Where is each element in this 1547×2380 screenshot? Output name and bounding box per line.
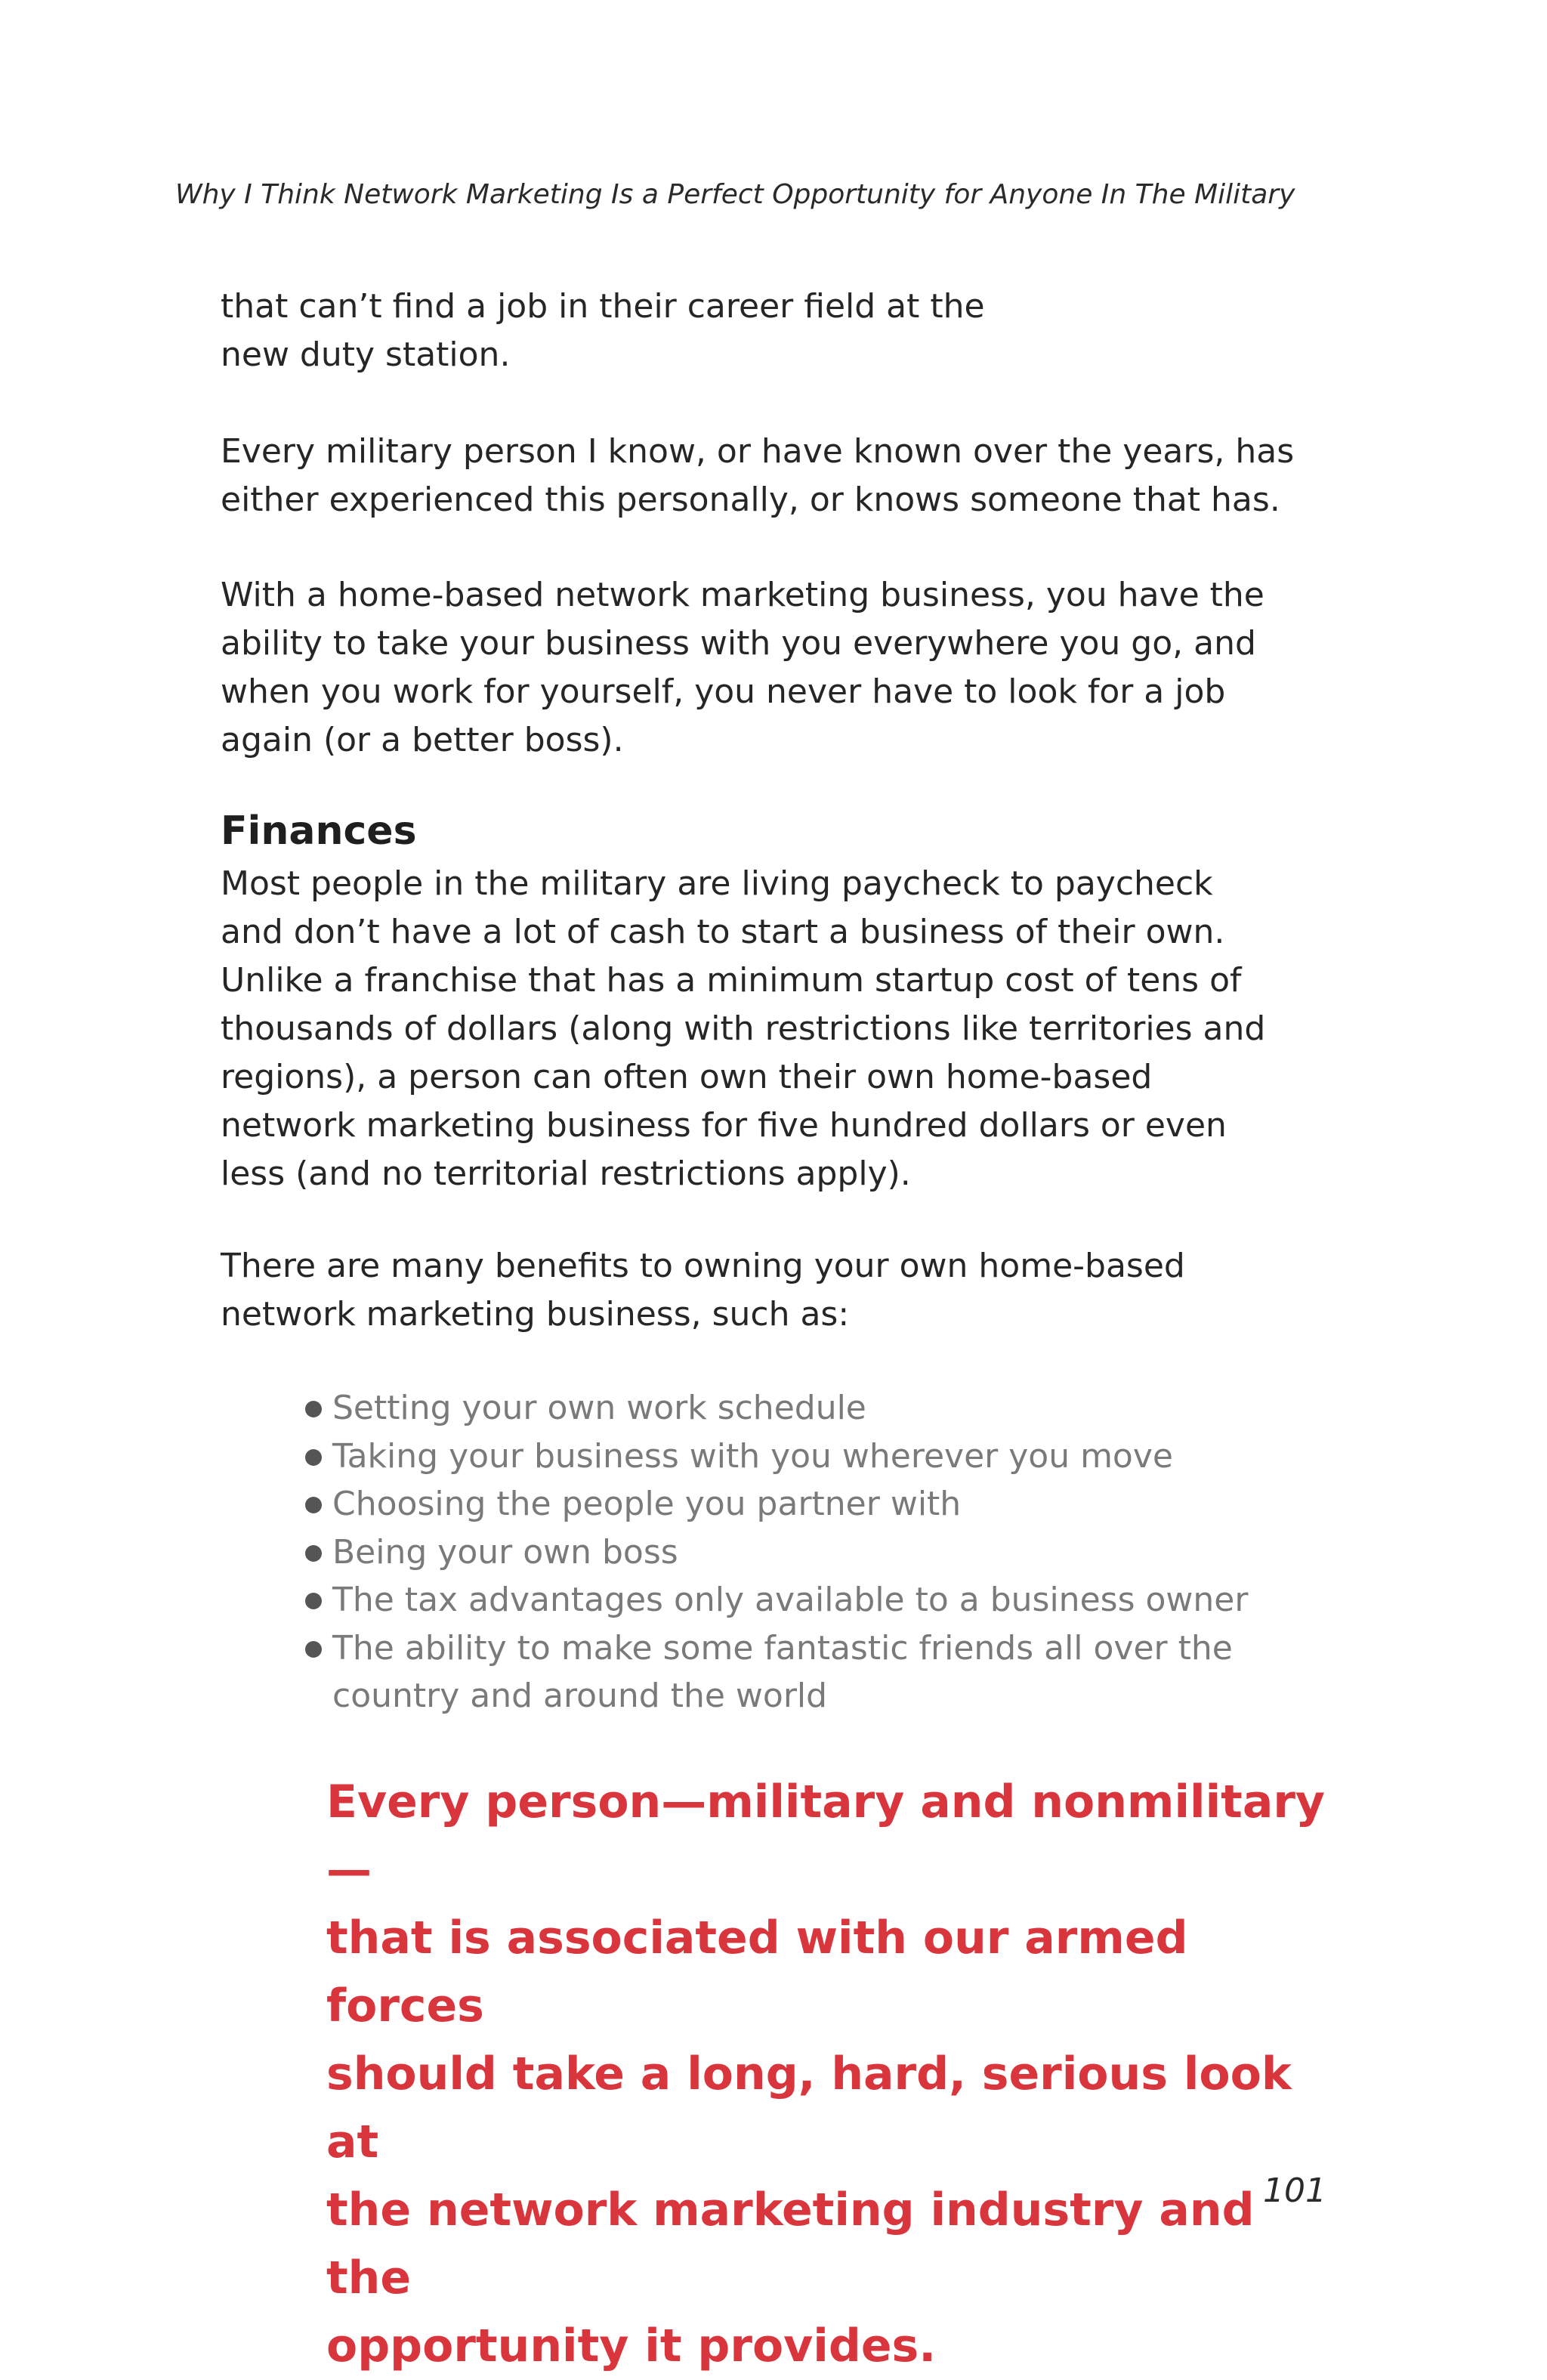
- paragraph-finances: Most people in the military are living paycheck to paycheck and don’t have a lot of cash to start a business of their own. Unlike a franchise that has a minimum startup cost of tens of thousands of dollars (along with restrictions like territories and regions), a person can often own their own home-based network marketing business for five hundred dollars or even less (and no territorial restrictions apply).: [221, 864, 1266, 1193]
- bullet-icon: [305, 1545, 322, 1562]
- list-item-text: Being your own boss: [332, 1532, 678, 1572]
- section-heading-finances: Finances: [221, 808, 417, 854]
- list-item: [302, 1528, 1329, 1577]
- benefits-list: [302, 1384, 1329, 1720]
- bullet-icon: [305, 1497, 322, 1513]
- list-item-text: Taking your business with you wherever you move: [332, 1436, 1173, 1476]
- list-item: [302, 1624, 1329, 1720]
- running-head: Why I Think Network Marketing Is a Perfect Opportunity for Anyone In The Military: [175, 179, 1295, 210]
- list-item: [302, 1433, 1329, 1481]
- list-item: [302, 1576, 1329, 1624]
- bullet-icon: [305, 1593, 322, 1609]
- pull-quote: Every person—military and nonmilitary— that is associated with our armed forces should take a long, hard, serious look at the network marketing industry and the opportunity it provides.: [326, 1776, 1326, 2372]
- list-item: [302, 1384, 1329, 1433]
- page-number: 101: [1263, 2171, 1326, 2210]
- paragraph-military-experience: Every military person I know, or have known over the years, has either experienced this personally, or knows someone that has.: [221, 432, 1295, 519]
- list-item-text: Setting your own work schedule: [332, 1389, 866, 1427]
- paragraph-home-based-business: With a home-based network marketing business, you have the ability to take your business with you everywhere you go, and when you work for yourself, you never have to look for a job again (or a better boss).: [221, 576, 1264, 759]
- list-item: [302, 1480, 1329, 1528]
- paragraph-duty-station: that can’t find a job in their career field at the new duty station.: [221, 287, 985, 374]
- bullet-icon: [305, 1449, 322, 1466]
- list-item-text: Choosing the people you partner with: [332, 1485, 962, 1523]
- bullet-icon: [305, 1641, 322, 1658]
- bullet-icon: [305, 1401, 322, 1417]
- list-item-text: The ability to make some fantastic friends all over the country and around the world: [332, 1628, 1233, 1715]
- list-item-text: The tax advantages only available to a business owner: [332, 1581, 1249, 1619]
- paragraph-benefits-intro: There are many benefits to owning your own home-based network marketing business, such as:: [221, 1247, 1185, 1334]
